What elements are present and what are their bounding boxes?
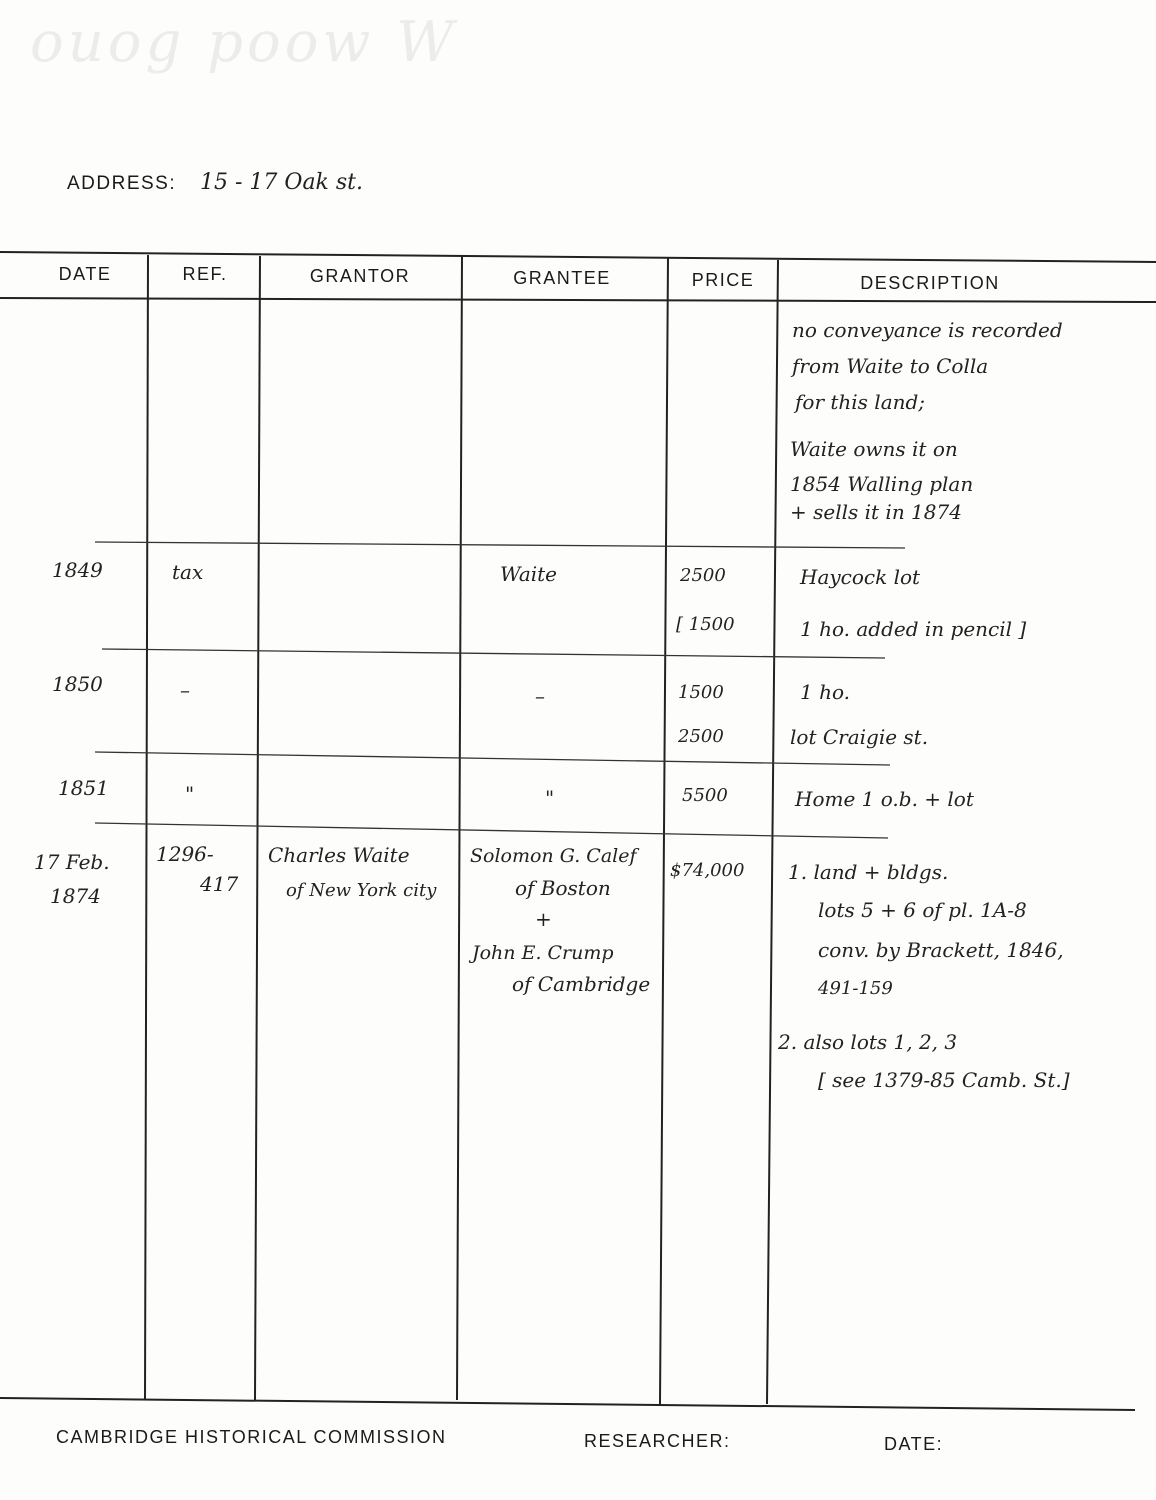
- deed-grantee: of Cambridge: [512, 972, 651, 996]
- deed-date: 1874: [50, 884, 101, 908]
- entry-ref: ": [185, 782, 195, 806]
- entry-description: lot Craigie st.: [790, 725, 929, 749]
- header-grantor: GRANTOR: [309, 266, 411, 286]
- deed-description: conv. by Brackett, 1846,: [818, 938, 1064, 962]
- address-value: 15 - 17 Oak st.: [200, 170, 364, 195]
- deed-description: 1. land + bldgs.: [788, 860, 949, 884]
- note-line: from Waite to Colla: [792, 354, 989, 378]
- entry-date: 1851: [58, 776, 109, 800]
- deed-price: $74,000: [670, 860, 745, 881]
- entry-description: Home 1 o.b. + lot: [795, 787, 974, 811]
- footer-date-label: DATE:: [884, 1434, 944, 1454]
- entry-date: 1850: [52, 672, 103, 696]
- bleed-through-marks: ouog poow W: [30, 10, 458, 75]
- entry-price: 2500: [680, 565, 726, 586]
- deed-description: lots 5 + 6 of pl. 1A-8: [818, 898, 1027, 922]
- note-line: + sells it in 1874: [790, 500, 962, 524]
- entry-ref: tax: [172, 560, 204, 584]
- entry-price: 1500: [678, 682, 724, 703]
- deed-grantee: of Boston: [515, 876, 611, 900]
- entry-description: 1 ho.: [800, 680, 851, 704]
- entry-price: 2500: [678, 726, 724, 747]
- entry-ref: –: [180, 678, 190, 702]
- note-line: no conveyance is recorded: [792, 318, 1063, 342]
- deed-description: 491-159: [818, 978, 893, 999]
- entry-description: Haycock lot: [800, 565, 921, 589]
- deed-grantee: +: [535, 907, 552, 931]
- deed-grantee: John E. Crump: [472, 942, 614, 964]
- header-ref: REF.: [182, 264, 228, 284]
- entry-date: 1849: [52, 558, 103, 582]
- entry-grantee: ": [545, 786, 555, 810]
- header-grantee: GRANTEE: [513, 268, 611, 288]
- footer-organization: CAMBRIDGE HISTORICAL COMMISSION: [56, 1427, 447, 1447]
- note-line: 1854 Walling plan: [790, 472, 974, 496]
- entry-price: [ 1500: [676, 614, 735, 635]
- entry-grantee: –: [535, 684, 545, 708]
- footer-researcher-label: RESEARCHER:: [584, 1431, 731, 1451]
- deed-grantor: Charles Waite: [268, 843, 410, 867]
- address-label: ADDRESS:: [67, 173, 177, 194]
- deed-ref: 1296-: [156, 842, 214, 866]
- note-line: Waite owns it on: [790, 437, 958, 461]
- note-line: for this land;: [795, 390, 926, 414]
- entry-grantee: Waite: [500, 562, 558, 586]
- deed-description: 2. also lots 1, 2, 3: [778, 1030, 958, 1054]
- deed-description: [ see 1379-85 Camb. St.]: [818, 1068, 1070, 1092]
- deed-grantee: Solomon G. Calef: [470, 845, 637, 867]
- header-price: PRICE: [691, 270, 755, 290]
- entry-price: 5500: [682, 785, 728, 806]
- header-date: DATE: [58, 264, 112, 284]
- deed-date: 17 Feb.: [34, 850, 110, 874]
- header-description: DESCRIPTION: [860, 273, 1000, 293]
- entry-description: 1 ho. added in pencil ]: [800, 617, 1027, 641]
- deed-ref: 417: [200, 872, 239, 896]
- deed-grantor: of New York city: [286, 880, 437, 901]
